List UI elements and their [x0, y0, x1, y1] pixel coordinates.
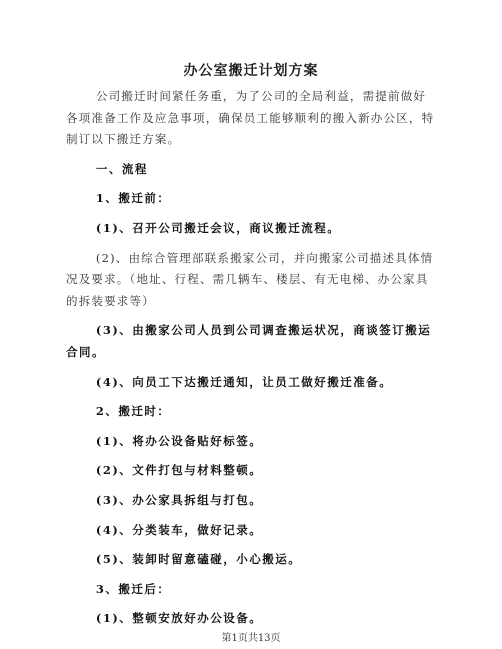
stage-heading-after: 3、搬迁后：: [95, 581, 171, 596]
document-body: [66, 86, 438, 638]
page-number-footer: 第1页共13页: [221, 633, 281, 644]
list-item: (1)、整顿安放好办公设备。: [95, 611, 263, 626]
list-item: (5)、装卸时留意磕碰，小心搬运。: [95, 552, 302, 567]
list-item: (4)、向员工下达搬迁通知，让员工做好搬迁准备。: [95, 374, 393, 389]
intro-paragraph: 公司搬迁时间紧任务重，为了公司的全局利益，需提前做好各项准备工作及应急事项，确保员工能够顺利的搬入新办公区，特制订以下搬迁方案。: [66, 89, 435, 147]
list-item: (4)、分类装车，做好记录。: [95, 522, 263, 537]
list-item: (2)、由综合管理部联系搬家公司，并向搬家公司描述具体情况及要求。（地址、行程、需几辆车、楼层、有无电梯、办公家具的拆装要求等）: [66, 250, 434, 308]
list-item: (3)、由搬家公司人员到公司调查搬运状况，商谈签订搬运合同。: [66, 323, 432, 359]
document-title: 办公室搬迁计划方案: [183, 63, 319, 79]
stage-heading-before: 1、搬迁前：: [95, 191, 171, 206]
list-item: (3)、办公家具拆组与打包。: [95, 492, 263, 507]
list-item: (2)、文件打包与材料整顿。: [95, 463, 263, 478]
section-heading-process: 一、流程: [95, 161, 148, 176]
list-item: (1)、将办公设备贴好标签。: [95, 433, 263, 448]
list-item: (1)、召开公司搬迁会议，商议搬迁流程。: [95, 220, 341, 235]
stage-heading-during: 2、搬迁时：: [95, 404, 171, 419]
